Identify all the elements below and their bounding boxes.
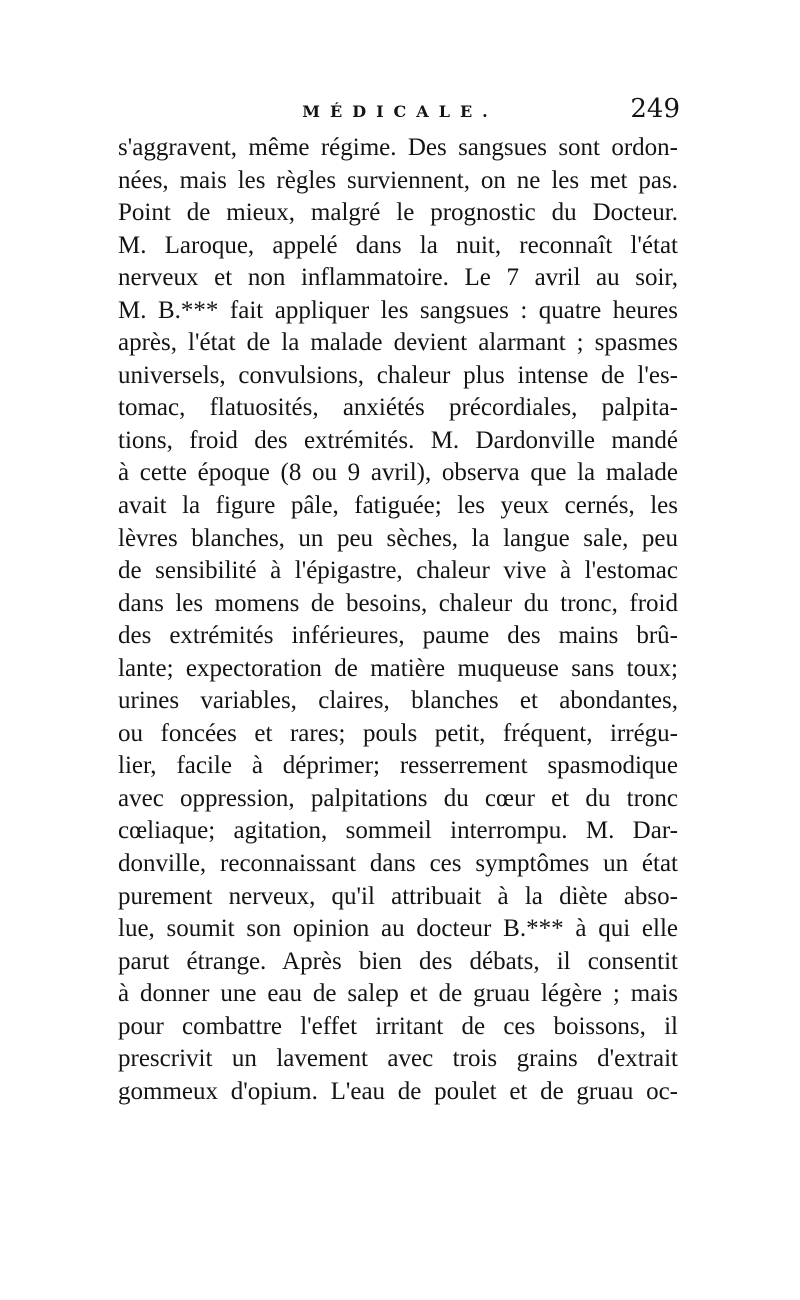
text-line: purement nerveux, qu'il attribuait à la diète abso- (118, 882, 678, 910)
text-line: avait la figure pâle, fatiguée; les yeux cernés, les (118, 492, 678, 520)
text-line: donville, reconnaissant dans ces symptômes un état (118, 850, 678, 878)
text-line: à donner une eau de salep et de gruau légère ; mais (118, 980, 678, 1008)
text-line: gommeux d'opium. L'eau de poulet et de gruau oc- (118, 1077, 678, 1105)
text-line: M. B.*** fait appliquer les sangsues : quatre heures (118, 296, 678, 324)
running-head: MÉDICALE. (302, 102, 498, 121)
text-line: avec oppression, palpitations du cœur et du tronc (118, 784, 678, 812)
text-line: urines variables, claires, blanches et abondantes, (118, 687, 678, 715)
text-line: tions, froid des extrémités. M. Dardonville mandé (118, 426, 678, 454)
text-line: lue, soumit son opinion au docteur B.*** à qui elle (118, 915, 678, 943)
text-line: pour combattre l'effet irritant de ces boissons, il (118, 1012, 678, 1040)
text-line: dans les momens de besoins, chaleur du tronc, froid (118, 589, 678, 617)
text-line: lèvres blanches, un peu sèches, la langue sale, peu (118, 524, 678, 552)
text-line: s'aggravent, même régime. Des sangsues sont ordon- (118, 134, 678, 161)
text-line: universels, convulsions, chaleur plus intense de l'es- (118, 361, 678, 389)
text-line: lier, facile à déprimer; resserrement spasmodique (118, 752, 678, 780)
text-line: cœliaque; agitation, sommeil interrompu. M. Dar- (118, 817, 678, 845)
text-line: Point de mieux, malgré le prognostic du Docteur. (118, 199, 678, 227)
text-line: lante; expectoration de matière muqueuse sans toux; (118, 654, 678, 682)
text-line: tomac, flatuosités, anxiétés précordiales, palpita- (118, 394, 678, 422)
text-line: M. Laroque, appelé dans la nuit, reconnaît l'état (118, 231, 678, 259)
text-line: nerveux et non inflammatoire. Le 7 avril au soir, (118, 264, 678, 292)
text-line: ou foncées et rares; pouls petit, fréquent, irrégu- (118, 719, 678, 747)
page-number: 249 (630, 94, 680, 124)
text-line: parut étrange. Après bien des débats, il consentit (118, 947, 678, 975)
text-line: nées, mais les règles surviennent, on ne les met pas. (118, 166, 678, 194)
page-header (120, 92, 680, 132)
text-line: des extrémités inférieures, paume des mains brû- (118, 622, 678, 650)
text-line: de sensibilité à l'épigastre, chaleur vive à l'estomac (118, 557, 678, 585)
body-text (118, 132, 678, 1108)
text-line: à cette époque (8 ou 9 avril), observa que la malade (118, 459, 678, 487)
text-line: prescrivit un lavement avec trois grains d'extrait (118, 1045, 678, 1073)
text-line: après, l'état de la malade devient alarmant ; spasmes (118, 329, 678, 357)
